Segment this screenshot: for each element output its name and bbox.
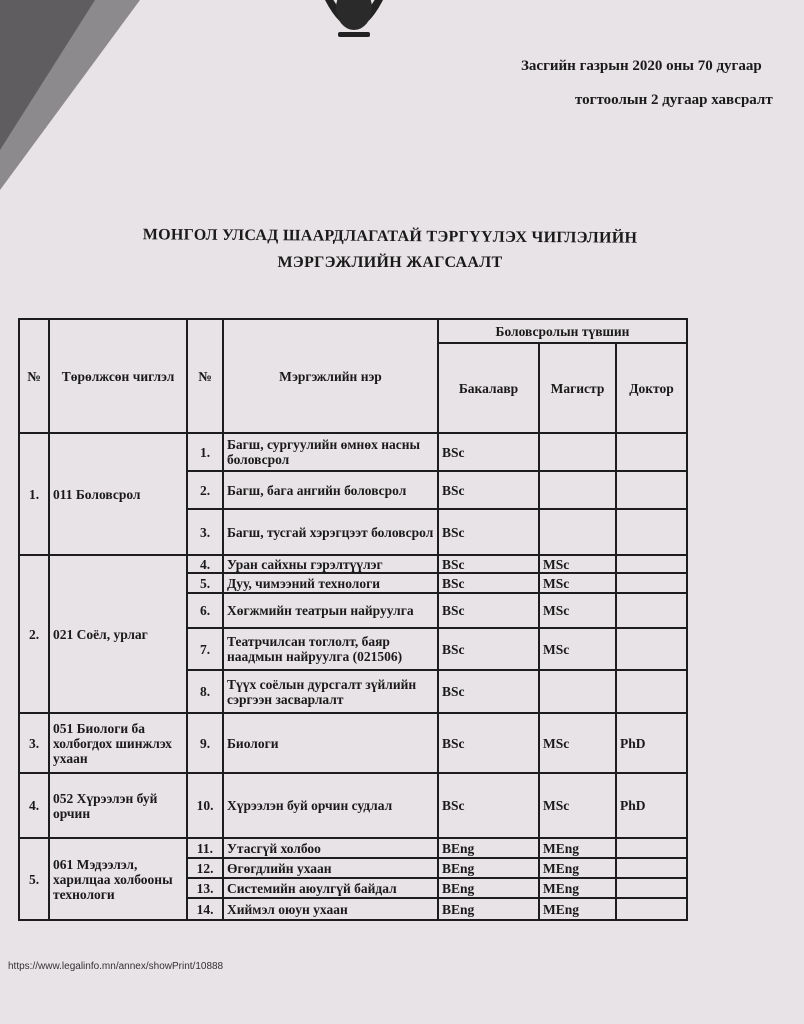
bachelor-degree: BSc: [438, 573, 539, 593]
specialty-name: Уран сайхны гэрэлтүүлэг: [223, 555, 438, 573]
reference-line-1: Засгийн газрын 2020 оны 70 дугаар: [521, 58, 762, 74]
row-number: 14.: [187, 898, 223, 920]
group-field: 021 Соёл, урлаг: [49, 555, 187, 713]
row-number: 5.: [187, 573, 223, 593]
master-degree: [539, 471, 616, 509]
bachelor-degree: BEng: [438, 878, 539, 898]
header-field: Төрөлжсөн чиглэл: [49, 319, 187, 433]
specialty-name: Дуу, чимээний технологи: [223, 573, 438, 593]
doctor-degree: [616, 628, 687, 670]
doctor-degree: PhD: [616, 773, 687, 838]
specialty-name: Хиймэл оюун ухаан: [223, 898, 438, 920]
row-number: 9.: [187, 713, 223, 773]
row-number: 7.: [187, 628, 223, 670]
bachelor-degree: BSc: [438, 471, 539, 509]
group-field: 051 Биологи ба холбогдох шинжлэх ухаан: [49, 713, 187, 773]
master-degree: [539, 509, 616, 555]
master-degree: MSc: [539, 713, 616, 773]
document-title-line-2: МЭРГЭЖЛИЙН ЖАГСААЛТ: [277, 254, 503, 271]
bachelor-degree: BEng: [438, 838, 539, 858]
group-field: 061 Мэдээлэл, харилцаа холбооны технологи: [49, 838, 187, 920]
row-number: 10.: [187, 773, 223, 838]
specialty-name: Биологи: [223, 713, 438, 773]
header-doctor: Доктор: [616, 343, 687, 433]
master-degree: MSc: [539, 573, 616, 593]
specialty-name: Өгөгдлийн ухаан: [223, 858, 438, 878]
header-no: №: [19, 319, 49, 433]
specialty-name: Багш, бага ангийн боловсрол: [223, 471, 438, 509]
bachelor-degree: BSc: [438, 773, 539, 838]
master-degree: MSc: [539, 555, 616, 573]
state-emblem-icon: [318, 0, 390, 46]
source-url: https://www.legalinfo.mn/annex/showPrint/10888: [8, 961, 224, 972]
doctor-degree: [616, 858, 687, 878]
bachelor-degree: BEng: [438, 858, 539, 878]
group-number: 5.: [19, 838, 49, 920]
specialty-name: Утасгүй холбоо: [223, 838, 438, 858]
header-level-group: Боловсролын түвшин: [438, 319, 687, 343]
row-number: 4.: [187, 555, 223, 573]
table-row: [19, 838, 687, 858]
group-number: 1.: [19, 433, 49, 555]
bachelor-degree: BSc: [438, 628, 539, 670]
header-name: Мэргэжлийн нэр: [223, 319, 438, 433]
doctor-degree: [616, 555, 687, 573]
master-degree: MSc: [539, 593, 616, 628]
master-degree: MEng: [539, 858, 616, 878]
master-degree: MEng: [539, 898, 616, 920]
specialty-name: Хүрээлэн буй орчин судлал: [223, 773, 438, 838]
specialty-name: Багш, тусгай хэрэгцээт боловсрол: [223, 509, 438, 555]
bachelor-degree: BSc: [438, 593, 539, 628]
reference-line-2: тогтоолын 2 дугаар хавсралт: [575, 92, 773, 108]
master-degree: MEng: [539, 878, 616, 898]
table-row: [19, 555, 687, 573]
row-number: 13.: [187, 878, 223, 898]
row-number: 8.: [187, 670, 223, 713]
header-master: Магистр: [539, 343, 616, 433]
header-bachelor: Бакалавр: [438, 343, 539, 433]
bachelor-degree: BSc: [438, 713, 539, 773]
group-field: 011 Боловсрол: [49, 433, 187, 555]
master-degree: MSc: [539, 628, 616, 670]
bachelor-degree: BEng: [438, 898, 539, 920]
specialty-name: Системийн аюулгүй байдал: [223, 878, 438, 898]
page-shadow-dark: [0, 0, 95, 150]
table-row: [19, 433, 687, 471]
row-number: 6.: [187, 593, 223, 628]
row-number: 12.: [187, 858, 223, 878]
specialty-name: Хөгжмийн театрын найруулга: [223, 593, 438, 628]
specialty-table: [18, 318, 688, 921]
specialty-name: Театрчилсан тоглолт, баяр наадмын найруулга (021506): [223, 628, 438, 670]
specialty-name: Багш, сургуулийн өмнөх насны боловсрол: [223, 433, 438, 471]
group-number: 4.: [19, 773, 49, 838]
doctor-degree: [616, 878, 687, 898]
row-number: 1.: [187, 433, 223, 471]
table-row: [19, 713, 687, 773]
doctor-degree: PhD: [616, 713, 687, 773]
doctor-degree: [616, 898, 687, 920]
table-row: [19, 773, 687, 838]
bachelor-degree: BSc: [438, 670, 539, 713]
header-sub-no: №: [187, 319, 223, 433]
bachelor-degree: BSc: [438, 509, 539, 555]
bachelor-degree: BSc: [438, 555, 539, 573]
doctor-degree: [616, 838, 687, 858]
row-number: 11.: [187, 838, 223, 858]
master-degree: [539, 670, 616, 713]
row-number: 2.: [187, 471, 223, 509]
specialty-name: Түүх соёлын дурсгалт зүйлийн сэргээн засварлалт: [223, 670, 438, 713]
doctor-degree: [616, 433, 687, 471]
master-degree: [539, 433, 616, 471]
doctor-degree: [616, 670, 687, 713]
row-number: 3.: [187, 509, 223, 555]
bachelor-degree: BSc: [438, 433, 539, 471]
master-degree: MSc: [539, 773, 616, 838]
document-title-line-1: МОНГОЛ УЛСАД ШААРДЛАГАТАЙ ТЭРГҮҮЛЭХ ЧИГЛЭЛИЙН: [142, 226, 638, 247]
group-number: 2.: [19, 555, 49, 713]
master-degree: MEng: [539, 838, 616, 858]
doctor-degree: [616, 593, 687, 628]
doctor-degree: [616, 509, 687, 555]
doctor-degree: [616, 471, 687, 509]
doctor-degree: [616, 573, 687, 593]
group-field: 052 Хүрээлэн буй орчин: [49, 773, 187, 838]
group-number: 3.: [19, 713, 49, 773]
